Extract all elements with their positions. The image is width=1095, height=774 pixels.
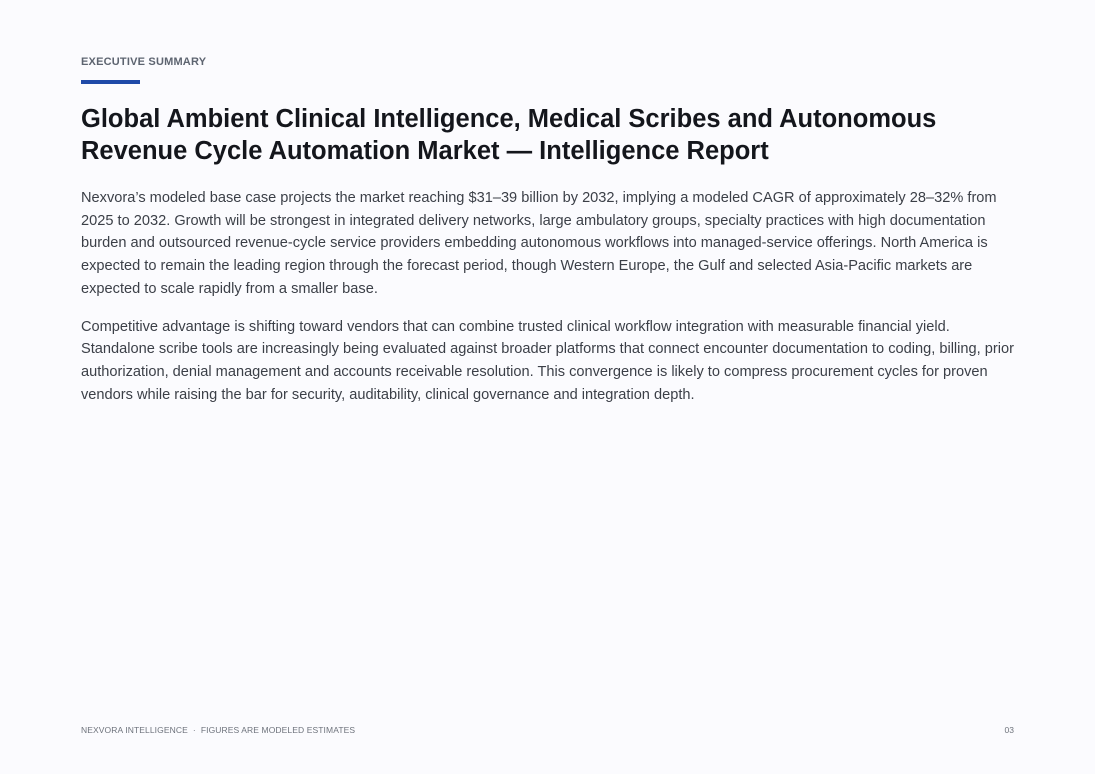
page-number: 03 bbox=[1004, 725, 1014, 735]
report-page bbox=[81, 0, 1014, 774]
page-title: Global Ambient Clinical Intelligence, Medical Scribes and Autonomous Revenue Cycle Automation Market — Intelligence Report bbox=[81, 105, 937, 165]
accent-bar bbox=[81, 80, 140, 84]
summary-paragraph-1: Nexvora’s modeled base case projects the market reaching $31–39 billion by 2032, implying a modeled CAGR of approximately 28–32% from 2025 to 2032. Growth will be strongest in integrated delivery networks, large ambulatory groups, specialty practices with high documentation burden and outsourced revenue-cycle service providers embedding autonomous workflows into managed-service offerings. North America is expected to remain the leading region through the forecast period, though Western Europe, the Gulf and selected Asia-Pacific markets are expected to scale rapidly from a smaller base. bbox=[81, 190, 997, 297]
section-label: EXECUTIVE SUMMARY bbox=[81, 56, 207, 68]
footer-note bbox=[81, 725, 355, 735]
footer-disclaimer: FIGURES ARE MODELED ESTIMATES bbox=[200, 725, 356, 735]
summary-paragraph-2: Competitive advantage is shifting toward vendors that can combine trusted clinical workflow integration with measurable financial yield. Standalone scribe tools are increasingly being evaluated against broader platforms that connect encounter documentation to coding, billing, prior authorization, denial management and accounts receivable resolution. This convergence is likely to compress procurement cycles for proven vendors while raising the bar for security, auditability, clinical governance and integration depth. bbox=[81, 318, 1014, 403]
footer-brand: NEXVORA INTELLIGENCE bbox=[81, 725, 188, 735]
summary-body bbox=[81, 187, 1021, 421]
footer-separator: · bbox=[192, 725, 196, 735]
